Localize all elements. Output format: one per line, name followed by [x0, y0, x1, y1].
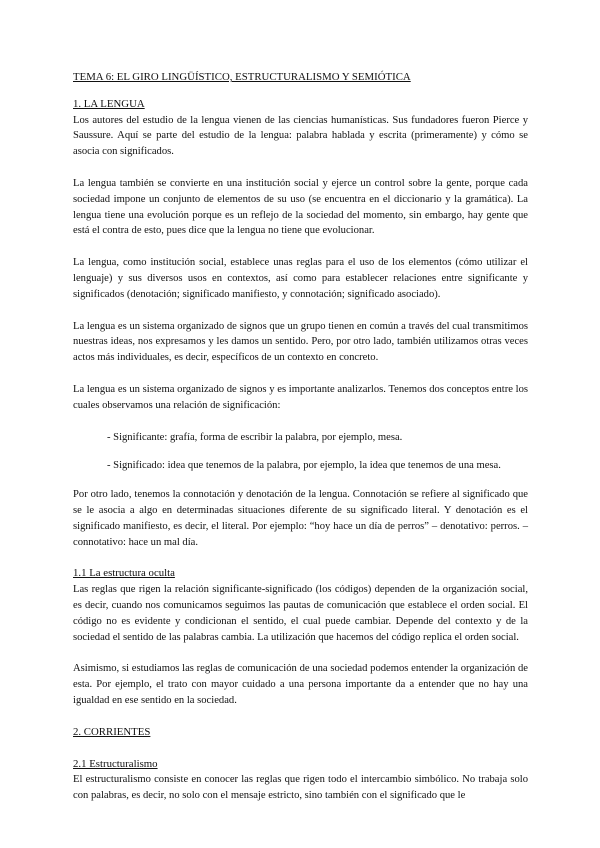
paragraph: Por otro lado, tenemos la connotación y denotación de la lengua. Connotación se refiere al significado que se le asocia a algo en determinadas situaciones diferente de su significado literal. Y denotación es el significado manifiesto, es decir, el literal. Por ejemplo: “hoy hace un día de perros” – denotativo: perros. – connotativo: hace un mal día.	[73, 489, 528, 548]
paragraph: El estructuralismo consiste en conocer las reglas que rigen todo el intercambio simbólico. No trabaja solo con palabras, es decir, no solo con el mensaje estricto, sino también con el significado que le	[73, 774, 528, 802]
list-item: - Significante: grafía, forma de escribir la palabra, por ejemplo, mesa.	[107, 431, 403, 443]
list-item: - Significado: idea que tenemos de la palabra, por ejemplo, la idea que tenemos de una mesa.	[107, 460, 501, 472]
subsection-heading-estructuralismo: 2.1 Estructuralismo	[73, 757, 158, 770]
paragraph: La lengua también se convierte en una institución social y ejerce un control sobre la gente, porque cada sociedad impone un conjunto de elementos de su uso (se encuentra en el diccionario y la gramática). La lengua tiene una evolución porque es un reflejo de la sociedad del momento, sin embargo, hay gente que está el contra de esto, pues dice que la lengua no tiene que evolucionar.	[73, 177, 528, 237]
subsection-heading-estructura-oculta: 1.1 La estructura oculta	[73, 567, 175, 580]
paragraph: La lengua es un sistema organizado de signos y es importante analizarlos. Tenemos dos conceptos entre los cuales observamos una relación de significación:	[73, 383, 528, 411]
paragraph: La lengua es un sistema organizado de signos que un grupo tienen en común a través del cual transmitimos nuestras ideas, nos expresamos y les damos un sentido. Pero, por otro lado, también utilizamos otras veces actos más individuales, es decir, específicos de un contexto en concreto.	[73, 320, 528, 364]
paragraph: La lengua, como institución social, establece unas reglas para el uso de los elementos (cómo utilizar el lenguaje) y sus diversos usos en contextos, así como para establecer relaciones entre significante y significados (denotación; significado manifiesto, y connotación; significado asociado).	[73, 257, 528, 300]
paragraph: Las reglas que rigen la relación significante-significado (los códigos) dependen de la organización social, es decir, cuando nos comunicamos seguimos las pautas de comunicación que establece el orden social. El código no es evidente y condicionan el sentido, el cual puede cambiar. Depende del contexto y de la sociedad el sentido de las palabras cambia. La utilización que hacemos del código replica el orden social.	[73, 584, 528, 643]
paragraph: Los autores del estudio de la lengua vienen de las ciencias humanísticas. Sus fundadores fueron Pierce y Saussure. Aquí se parte del estudio de la lengua: palabra hablada y escrita (primeramente) y cómo se asocia con significados.	[73, 114, 528, 158]
definition-list	[73, 430, 528, 475]
section-heading-la-lengua: 1. LA LENGUA	[73, 97, 145, 110]
section-heading-corrientes: 2. CORRIENTES	[73, 725, 151, 738]
document-title: TEMA 6: EL GIRO LINGÜÍSTICO, ESTRUCTURALISMO Y SEMIÓTICA	[73, 71, 411, 83]
document-page	[73, 70, 528, 820]
paragraph: Asimismo, si estudiamos las reglas de comunicación de una sociedad podemos entender la organización de esta. Por ejemplo, el trato con mayor cuidado a una persona importante da a entender que no hay una igualdad en ese sentido en la sociedad.	[73, 663, 528, 706]
